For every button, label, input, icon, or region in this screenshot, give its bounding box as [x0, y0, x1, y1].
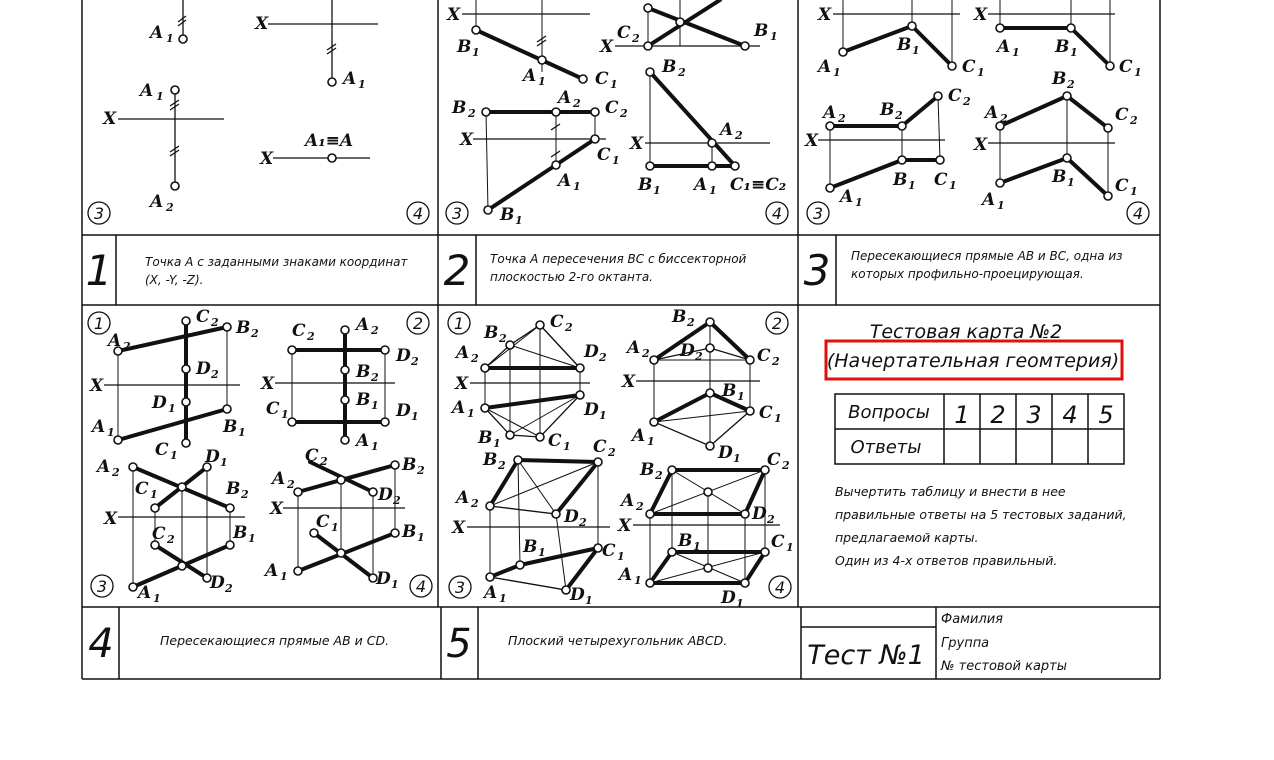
sub-2: 2 — [678, 66, 686, 79]
label-a1: A — [632, 426, 646, 446]
sub-2: 2 — [963, 95, 971, 108]
sub-1: 1 — [1067, 176, 1075, 189]
label-b2: B — [402, 455, 417, 475]
sub-1: 1 — [467, 407, 475, 420]
table-col-1: 1 — [954, 401, 970, 429]
sub-1: 1 — [736, 597, 744, 610]
sub-2: 2 — [471, 497, 479, 510]
label-b1: B — [754, 21, 769, 41]
sub-2: 2 — [371, 324, 379, 337]
x-axis-label: X — [255, 14, 269, 34]
variant-mark-4: 4 — [1132, 204, 1144, 223]
sub-1: 1 — [647, 435, 655, 448]
sub-1: 1 — [693, 540, 701, 553]
sub-2: 2 — [307, 330, 315, 343]
label-a1-top: A — [150, 23, 164, 43]
x-axis-label: X — [103, 109, 117, 129]
label-a2: A — [985, 103, 999, 123]
label-c1: C — [1115, 176, 1129, 196]
sub-2: 2 — [411, 355, 419, 368]
sub-2: 2 — [895, 109, 903, 122]
label-a2: A — [720, 120, 734, 140]
task1-text-line1: Точка А с заданными знаками координат — [145, 255, 408, 269]
sub-2: 2 — [1067, 78, 1075, 91]
label-b1: B — [1052, 167, 1067, 187]
label-a1: A — [343, 69, 357, 89]
sub-1: 1 — [997, 199, 1005, 212]
label-c2: C — [550, 312, 564, 332]
label-c2: C — [767, 450, 781, 470]
sub-1: 1 — [563, 440, 571, 453]
instruction-line-4: Один из 4-х ответов правильный. — [835, 553, 1058, 568]
footer-stamp — [807, 612, 1067, 674]
label-a1: A — [997, 37, 1011, 57]
label-a1: A — [558, 171, 572, 191]
label-a2: A — [558, 88, 572, 108]
label-a2: A — [456, 488, 470, 508]
sub-1: 1 — [331, 521, 339, 534]
label-d1: D — [570, 585, 585, 605]
label-a1: A — [138, 583, 152, 603]
field-card-number: № тестовой карты — [941, 659, 1068, 674]
sub-1: 1 — [281, 408, 289, 421]
sub-2: 2 — [211, 316, 219, 329]
sub-1: 1 — [371, 399, 379, 412]
sub-1: 1 — [107, 426, 115, 439]
x-axis-label: X — [622, 372, 636, 392]
sub-1: 1 — [1134, 66, 1142, 79]
label-d2: D — [752, 504, 767, 524]
x-axis-label: X — [618, 516, 632, 536]
instruction-line-3: предлагаемой карты. — [835, 530, 979, 545]
sub-2: 2 — [772, 355, 780, 368]
variant-mark-3: 3 — [812, 204, 824, 223]
sub-2: 2 — [767, 513, 775, 526]
variant-mark-2: 2 — [412, 314, 424, 333]
label-d1: D — [718, 443, 733, 463]
label-b1: B — [457, 37, 472, 57]
label-c2: C — [305, 446, 319, 466]
sub-1: 1 — [617, 550, 625, 563]
label-b1: B — [478, 428, 493, 448]
sub-1: 1 — [156, 90, 164, 103]
label-d2: D — [680, 341, 695, 361]
label-a1: A — [523, 66, 537, 86]
task5-drawings — [448, 307, 794, 610]
label-d2: D — [396, 346, 411, 366]
sub-1: 1 — [1130, 185, 1138, 198]
x-axis-label: X — [104, 509, 118, 529]
label-d1: D — [721, 588, 736, 608]
sub-2: 2 — [166, 201, 174, 214]
label-b2: B — [1052, 69, 1067, 89]
label-b1: B — [1055, 37, 1070, 57]
sub-2: 2 — [225, 582, 233, 595]
sub-2: 2 — [287, 478, 295, 491]
label-c2: C — [605, 98, 619, 118]
label-d2: D — [564, 507, 579, 527]
label-c1: C — [316, 512, 330, 532]
label-a1-eq-a: A₁≡A — [305, 131, 354, 151]
label-b1: B — [356, 390, 371, 410]
label-b2: B — [452, 98, 467, 118]
label-c2: C — [196, 307, 210, 327]
task3-drawings — [804, 0, 1149, 224]
task5-text-line1: Плоский четырехугольник ABCD. — [508, 633, 728, 648]
sub-1: 1 — [417, 531, 425, 544]
card-subtitle: (Начертательная геомтерия) — [826, 350, 1120, 372]
label-c2: C — [593, 437, 607, 457]
label-a2: A — [97, 457, 111, 477]
x-axis-label: X — [260, 149, 274, 169]
sub-1: 1 — [770, 30, 778, 43]
sub-2: 2 — [735, 129, 743, 142]
task-description-row-bottom — [88, 621, 727, 667]
label-c1: C — [595, 69, 609, 89]
sub-1: 1 — [358, 78, 366, 91]
task-number-2: 2 — [443, 246, 471, 295]
x-axis-label: X — [974, 135, 988, 155]
task2-text-line2: плоскостью 2-го октанта. — [490, 270, 653, 284]
task-number-5: 5 — [446, 621, 472, 667]
sub-2: 2 — [599, 351, 607, 364]
sub-1: 1 — [1012, 46, 1020, 59]
label-c1: C — [934, 170, 948, 190]
task1-text-line2: (X, -Y, -Z). — [145, 273, 204, 287]
sub-2: 2 — [241, 488, 249, 501]
sub-1: 1 — [908, 179, 916, 192]
sub-2: 2 — [1000, 112, 1008, 125]
variant-mark-4: 4 — [412, 204, 424, 223]
sub-1: 1 — [153, 592, 161, 605]
answer-table — [835, 394, 1124, 464]
table-col-3: 3 — [1026, 401, 1042, 429]
x-axis-label: X — [974, 5, 988, 25]
task2-text-line1: Точка А пересечения ВС с биссекторной — [490, 252, 747, 266]
test-card-panel — [826, 321, 1127, 568]
label-a1: A — [619, 565, 633, 585]
sub-1: 1 — [855, 196, 863, 209]
sub-1: 1 — [538, 75, 546, 88]
x-axis-label: X — [261, 374, 275, 394]
label-a1: A — [452, 398, 466, 418]
sub-1: 1 — [472, 46, 480, 59]
label-d1: D — [152, 393, 167, 413]
x-axis-label: X — [805, 131, 819, 151]
field-group: Группа — [941, 636, 990, 651]
table-col-5: 5 — [1098, 401, 1114, 429]
x-axis-label: X — [90, 376, 104, 396]
sub-2: 2 — [468, 107, 476, 120]
label-a1: A — [840, 187, 854, 207]
instruction-line-1: Вычертить таблицу и внести в нее — [835, 484, 1066, 499]
label-b1: B — [223, 417, 238, 437]
table-col-2: 2 — [990, 401, 1006, 429]
variant-mark-4: 4 — [415, 577, 427, 596]
label-d1: D — [396, 401, 411, 421]
variant-mark-3: 3 — [454, 578, 466, 597]
sub-1: 1 — [737, 390, 745, 403]
label-b1: B — [523, 537, 538, 557]
label-b1: B — [638, 175, 653, 195]
variant-mark-2: 2 — [771, 314, 783, 333]
variant-mark-1: 1 — [453, 314, 465, 333]
label-a1: A — [140, 81, 154, 101]
sub-2: 2 — [687, 316, 695, 329]
sub-1: 1 — [599, 409, 607, 422]
task4-text-line1: Пересекающиеся прямые АВ и CD. — [160, 633, 390, 648]
sub-1: 1 — [977, 66, 985, 79]
sub-1: 1 — [411, 410, 419, 423]
sub-1: 1 — [166, 32, 174, 45]
sub-1: 1 — [833, 66, 841, 79]
label-d2: D — [584, 342, 599, 362]
sub-2: 2 — [579, 516, 587, 529]
label-a1: A — [484, 583, 498, 603]
label-b2: B — [226, 479, 241, 499]
table-header-answers: Ответы — [850, 437, 922, 458]
test-label: Тест №1 — [807, 640, 925, 671]
sub-2: 2 — [573, 97, 581, 110]
label-b2: B — [483, 450, 498, 470]
sub-1: 1 — [949, 179, 957, 192]
x-axis-label: X — [818, 5, 832, 25]
label-a1: A — [694, 175, 708, 195]
x-axis-label: X — [460, 130, 474, 150]
sub-2: 2 — [123, 340, 131, 353]
sub-1: 1 — [499, 592, 507, 605]
sub-1: 1 — [391, 578, 399, 591]
sub-2: 2 — [608, 446, 616, 459]
sub-2: 2 — [782, 459, 790, 472]
sub-2: 2 — [471, 352, 479, 365]
label-a2: A — [150, 192, 164, 212]
sub-1: 1 — [150, 488, 158, 501]
variant-mark-4: 4 — [771, 204, 783, 223]
sub-1: 1 — [371, 440, 379, 453]
label-b1: B — [233, 523, 248, 543]
sub-2: 2 — [393, 494, 401, 507]
label-c1: C — [771, 532, 785, 552]
x-axis-label: X — [452, 518, 466, 538]
label-a2: A — [621, 491, 635, 511]
x-axis-label: X — [600, 37, 614, 57]
variant-mark-3: 3 — [451, 204, 463, 223]
card-title: Тестовая карта №2 — [869, 321, 1063, 343]
label-c2: C — [948, 86, 962, 106]
sub-2: 2 — [498, 459, 506, 472]
sub-1: 1 — [168, 402, 176, 415]
label-a2: A — [823, 103, 837, 123]
sub-1: 1 — [585, 594, 593, 607]
label-c2: C — [757, 346, 771, 366]
label-a2: A — [108, 331, 122, 351]
label-a1: A — [265, 561, 279, 581]
task2-drawings — [446, 0, 788, 227]
sub-1: 1 — [774, 412, 782, 425]
variant-mark-4: 4 — [774, 578, 786, 597]
label-a2: A — [356, 315, 370, 335]
label-b1: B — [722, 381, 737, 401]
label-b2: B — [484, 323, 499, 343]
sub-2: 2 — [167, 533, 175, 546]
sub-1: 1 — [538, 546, 546, 559]
x-axis-label: X — [455, 374, 469, 394]
label-a1: A — [92, 417, 106, 437]
label-b1: B — [402, 522, 417, 542]
sub-1: 1 — [515, 214, 523, 227]
task3-text-line1: Пересекающиеся прямые АВ и ВС, одна из — [851, 249, 1123, 263]
sub-2: 2 — [565, 321, 573, 334]
task-number-1: 1 — [85, 246, 113, 295]
task3-text-line2: которых профильно-проецирующая. — [851, 267, 1084, 281]
label-c2: C — [1115, 105, 1129, 125]
label-c1: C — [266, 399, 280, 419]
sub-1: 1 — [170, 449, 178, 462]
sub-2: 2 — [632, 32, 640, 45]
sub-2: 2 — [320, 455, 328, 468]
sub-1: 1 — [1070, 46, 1078, 59]
label-b1: B — [500, 205, 515, 225]
label-c2: C — [617, 23, 631, 43]
label-b2: B — [356, 362, 371, 382]
label-a2: A — [456, 343, 470, 363]
label-d2: D — [378, 485, 393, 505]
sub-2: 2 — [838, 112, 846, 125]
sub-2: 2 — [620, 107, 628, 120]
sub-2: 2 — [1130, 114, 1138, 127]
sub-2: 2 — [636, 500, 644, 513]
variant-mark-3: 3 — [93, 204, 105, 223]
label-c1: C — [962, 57, 976, 77]
sub-1: 1 — [248, 532, 256, 545]
sub-2: 2 — [655, 469, 663, 482]
instruction-line-2: правильные ответы на 5 тестовых заданий, — [835, 507, 1127, 522]
sub-1: 1 — [493, 437, 501, 450]
label-a1: A — [818, 57, 832, 77]
sub-1: 1 — [912, 44, 920, 57]
sub-2: 2 — [211, 368, 219, 381]
task1-drawings — [88, 0, 429, 224]
sub-1: 1 — [733, 452, 741, 465]
table-col-4: 4 — [1062, 401, 1078, 429]
task-number-4: 4 — [88, 621, 114, 667]
label-b2: B — [236, 318, 251, 338]
label-c1: C — [135, 479, 149, 499]
sub-2: 2 — [251, 327, 259, 340]
task-description-row-top — [86, 246, 1123, 295]
label-c1: C — [155, 440, 169, 460]
sub-1: 1 — [709, 184, 717, 197]
sub-2: 2 — [642, 347, 650, 360]
label-a1: A — [982, 190, 996, 210]
sub-2: 2 — [417, 464, 425, 477]
sub-1: 1 — [220, 456, 228, 469]
sub-1: 1 — [612, 154, 620, 167]
label-a2: A — [272, 469, 286, 489]
label-d2: D — [196, 359, 211, 379]
sub-1: 1 — [280, 570, 288, 583]
label-c1: C — [1119, 57, 1133, 77]
label-c1: C — [602, 541, 616, 561]
label-c2: C — [292, 321, 306, 341]
label-c1: C — [597, 145, 611, 165]
label-b2: B — [662, 57, 677, 77]
sub-1: 1 — [573, 180, 581, 193]
label-d1: D — [205, 447, 220, 467]
task4-drawings — [88, 307, 432, 605]
label-a1: A — [356, 431, 370, 451]
task-number-3: 3 — [803, 246, 831, 295]
variant-mark-3: 3 — [96, 577, 108, 596]
sub-1: 1 — [634, 574, 642, 587]
x-axis-label: X — [630, 134, 644, 154]
label-d1: D — [584, 400, 599, 420]
label-a2: A — [627, 338, 641, 358]
sub-1: 1 — [610, 78, 618, 91]
variant-mark-1: 1 — [93, 314, 105, 333]
sub-1: 1 — [786, 541, 794, 554]
label-b1: B — [897, 35, 912, 55]
label-c2: C — [152, 524, 166, 544]
label-c1: C — [548, 431, 562, 451]
sub-1: 1 — [238, 426, 246, 439]
label-c1: C — [759, 403, 773, 423]
sub-2: 2 — [371, 371, 379, 384]
sub-2: 2 — [695, 350, 703, 363]
label-b2: B — [880, 100, 895, 120]
label-d2: D — [210, 573, 225, 593]
label-b1: B — [893, 170, 908, 190]
x-axis-label: X — [447, 5, 461, 25]
sub-2: 2 — [499, 332, 507, 345]
label-b2: B — [640, 460, 655, 480]
label-b2: B — [672, 307, 687, 327]
field-surname: Фамилия — [941, 612, 1003, 627]
x-axis-label: X — [270, 499, 284, 519]
label-c1-eq-c2: C₁≡C₂ — [730, 175, 787, 195]
label-d1: D — [376, 569, 391, 589]
sub-2: 2 — [112, 466, 120, 479]
sub-1: 1 — [653, 184, 661, 197]
table-header-questions: Вопросы — [848, 402, 930, 423]
label-b1: B — [678, 531, 693, 551]
